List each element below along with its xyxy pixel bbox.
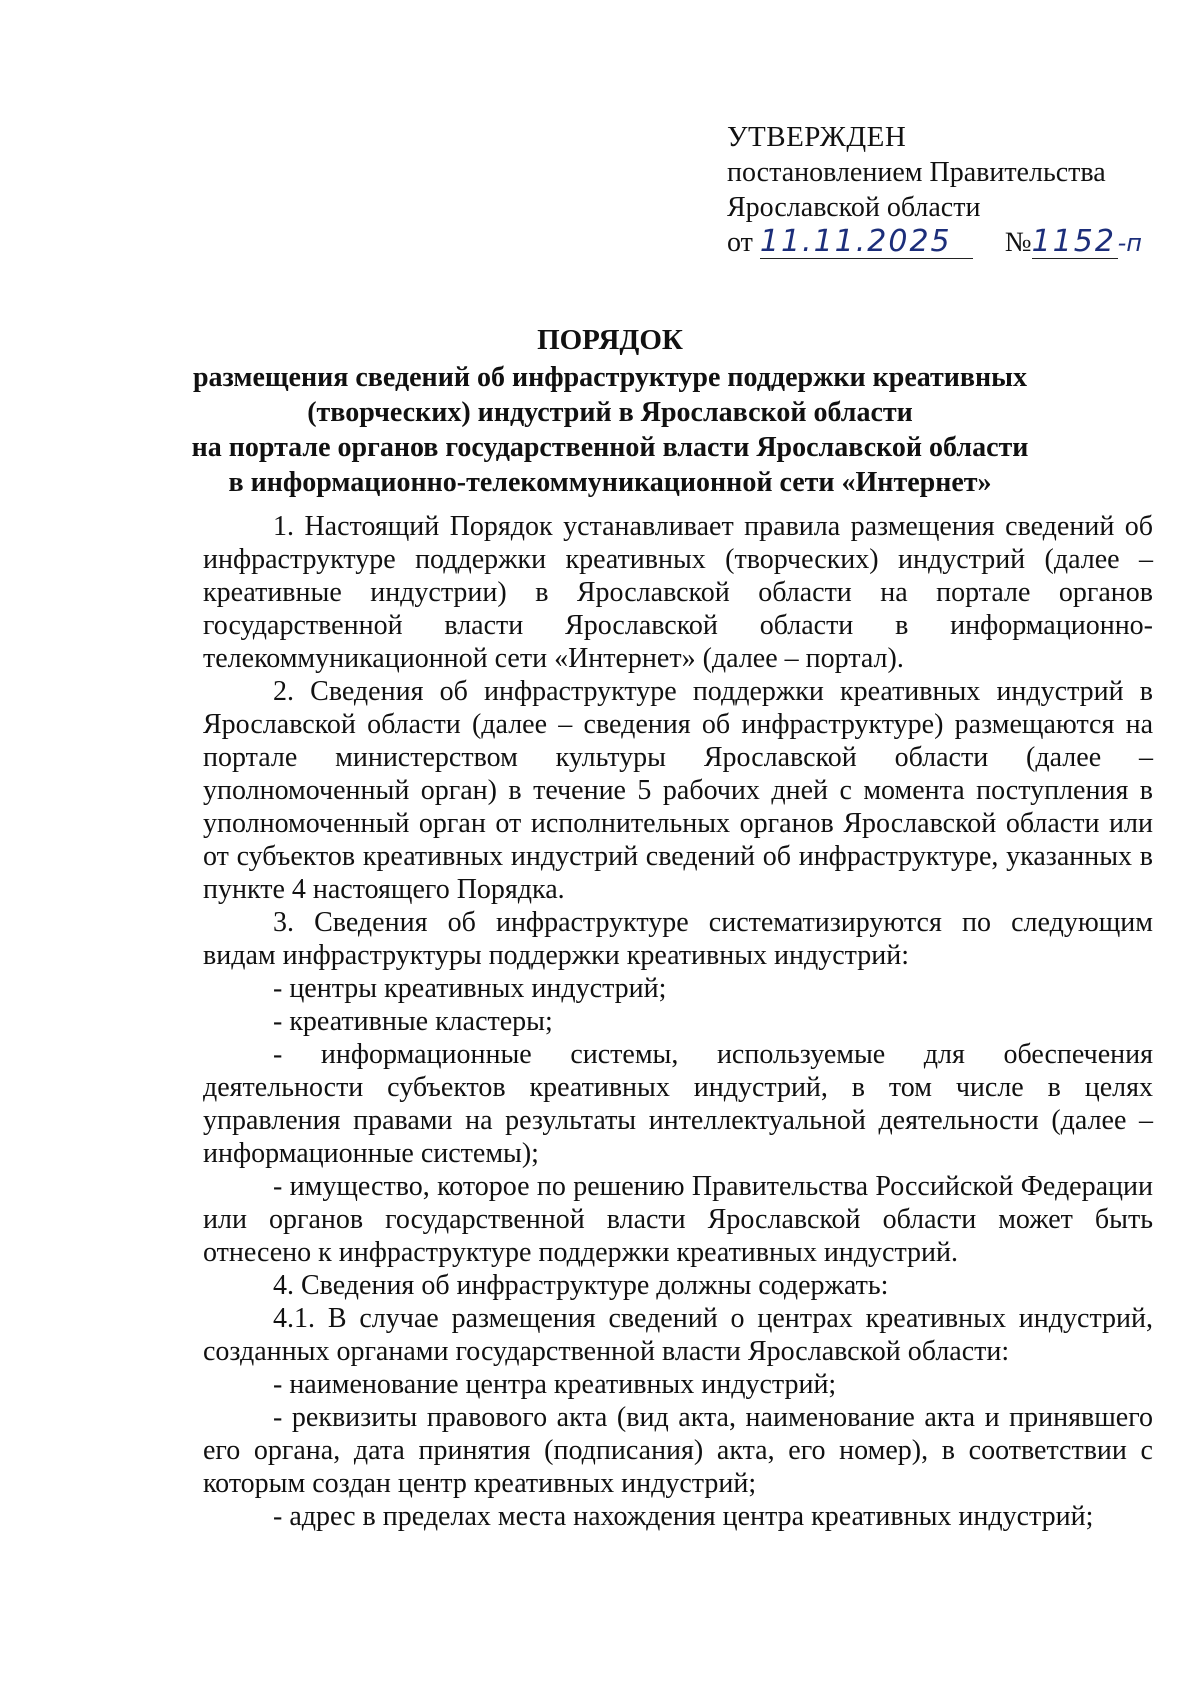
approval-date-number-row	[727, 225, 1167, 261]
document-body	[203, 510, 1153, 1533]
list-item: - наименование центра креативных индустрий;	[273, 1369, 837, 1400]
list-item: - имущество, которое по решению Правительства Российской Федерации или органов государственной власти Ярославской области может быть отнесено к инфраструктуре поддержки креативных индустрий.	[203, 1171, 1153, 1268]
document-title: ПОРЯДОК	[537, 324, 683, 356]
list-item: - информационные системы, используемые для обеспечения деятельности субъектов креативных индустрий, в том числе в целях управления правами на результаты интеллектуальной деятельности (далее – информационные системы);	[203, 1039, 1153, 1169]
number-prefix: №	[1004, 227, 1032, 258]
title-subtitle-line: (творческих) индустрий в Ярославской области	[307, 397, 913, 428]
date-prefix: от	[727, 227, 753, 258]
title-subtitle-line: на портале органов государственной власти Ярославской области	[191, 432, 1029, 463]
date-field	[759, 224, 973, 259]
title-subtitle-line: в информационно-телекоммуникационной сети «Интернет»	[228, 467, 992, 498]
approval-line-1: постановлением Правительства	[727, 157, 1106, 188]
approval-header: УТВЕРЖДЕН	[727, 121, 907, 153]
list-item: - реквизиты правового акта (вид акта, наименование акта и принявшего его органа, дата принятия (подписания) акта, его номер), в соответствии с которым создан центр креативных индустрий;	[203, 1402, 1153, 1499]
document-title-block	[140, 323, 1080, 500]
approval-line-2: Ярославской области	[727, 192, 981, 223]
number-field	[1031, 224, 1118, 259]
handwritten-number: 1152	[1031, 224, 1116, 259]
title-subtitle-line: размещения сведений об инфраструктуре поддержки креативных	[192, 362, 1028, 393]
paragraph-2: 2. Сведения об инфраструктуре поддержки креативных индустрий в Ярославской области (далее – сведения об инфраструктуре) размещаются на портале министерством культуры Ярославской области (далее – уполномоченный орган) в течение 5 рабочих дней с момента поступления в уполномоченный орган от исполнительных органов Ярославской области или от субъектов креативных индустрий сведений об инфраструктуре, указанных в пункте 4 настоящего Порядка.	[203, 676, 1153, 905]
paragraph-1: 1. Настоящий Порядок устанавливает правила размещения сведений об инфраструктуре поддержки креативных (творческих) индустрий (далее – креативные индустрии) в Ярославской области на портале органов государственной власти Ярославской области в информационно-телекоммуникационной сети «Интернет» (далее – портал).	[203, 511, 1153, 674]
list-item: - креативные кластеры;	[273, 1006, 553, 1037]
paragraph-3: 3. Сведения об инфраструктуре систематизируются по следующим видам инфраструктуры поддержки креативных индустрий:	[203, 907, 1153, 971]
handwritten-date: 11.11.2025	[759, 224, 952, 259]
paragraph-4-1: 4.1. В случае размещения сведений о центрах креативных индустрий, созданных органами государственной власти Ярославской области:	[203, 1303, 1153, 1367]
list-item: - центры креативных индустрий;	[273, 973, 667, 1004]
handwritten-number-suffix: -п	[1117, 229, 1142, 257]
list-item: - адрес в пределах места нахождения центра креативных индустрий;	[273, 1501, 1094, 1532]
approval-block	[727, 120, 1167, 261]
paragraph-4: 4. Сведения об инфраструктуре должны содержать:	[273, 1270, 889, 1301]
